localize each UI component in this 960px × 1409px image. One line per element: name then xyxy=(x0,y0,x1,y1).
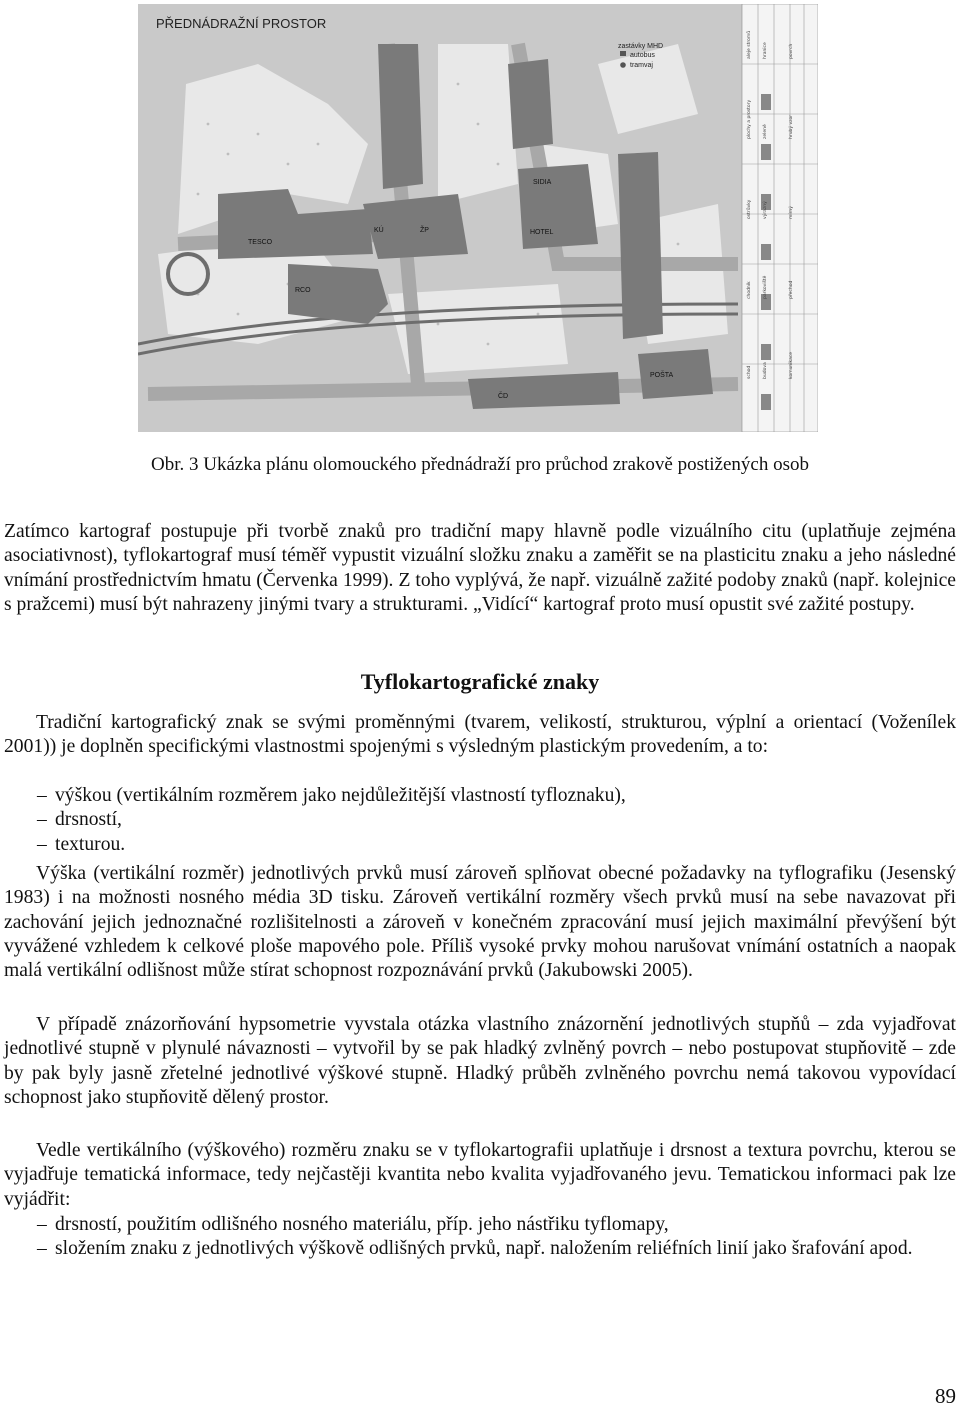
intro-paragraph: Zatímco kartograf postupuje při tvorbě znaků pro tradiční mapy hlavně podle vizuálního citu (uplatňuje zejména asociativnost), tyflokartograf musí téměř vypustit vizuální složku znaku a zaměřit se na plasticitu znaku a jeho následné vnímání prostřednictvím hmatu (Červenka 1999). Z toho vyplývá, že např. vizuálně zažité podoby znaků (např. kolejnice s pražcemi) musí být nahrazeny jinými tvary a strukturami. „Vidící“ kartograf proto musí opustit své zažité postupy. xyxy=(4,521,956,615)
list-dash: – xyxy=(37,1214,47,1235)
expression-list xyxy=(0,1213,955,1262)
legend-table-label: chodník xyxy=(747,281,752,299)
legend-table-label: zeleně xyxy=(763,124,768,139)
label-tesco: TESCO xyxy=(248,239,273,246)
paragraph-3: V případě znázorňování hypsometrie vyvstala otázka vlastního znázornění jednotlivých stupňů – zda vyjadřovat jednotlivé stupně v plynulé návaznosti – vytvořil by se pak hladký zvlněný povrch – nebo postupovat stupňovitě – zde by pak byly jasně zřetelné jednotlivé výškové stupně. Hladký průběh zvlněného povrchu nemá takovou vypovídací schopnost jako stupňovitě dělený prostor. xyxy=(4,1014,956,1108)
page-number: 89 xyxy=(935,1384,956,1408)
tram-stop-symbol xyxy=(620,62,626,68)
list-item: – drsností, použitím odlišného nosného materiálu, příp. jeho nástřiku tyflomapy, xyxy=(0,1213,955,1237)
label-posta: POŠTA xyxy=(650,372,674,379)
list-item: – drsností, xyxy=(0,808,626,832)
legend-table-label: přechod xyxy=(789,280,794,299)
map-figure xyxy=(138,4,818,432)
legend-table-label: aleje stromů xyxy=(747,30,752,59)
legend-table-label: budova xyxy=(763,362,768,379)
legend-table-label: mírný xyxy=(789,206,794,219)
list-dash: – xyxy=(37,1238,47,1260)
legend-item-tram: tramvaj xyxy=(630,62,653,69)
legend-table-label: schod xyxy=(747,365,752,379)
station-plan-map xyxy=(138,4,818,432)
paragraph-1: Tradiční kartografický znak se svými proměnnými (tvarem, velikostí, strukturou, výplní a orientací (Voženílek 2001)) je doplněn specifickými vlastnostmi spojenými s výsledným plastickým provedením, a to: xyxy=(4,712,956,758)
legend-table-label: komunikace xyxy=(789,351,794,379)
legend-table-label: parkoviště xyxy=(763,275,768,299)
list-item: – výškou (vertikálním rozměrem jako nejdůležitější vlastností tyfloznaku), xyxy=(0,784,626,808)
legend-table-label: povrch xyxy=(789,43,794,59)
paragraph-4: Vedle vertikálního (výškového) rozměru znaku se v tyflokartografii uplatňuje i drsnost a textura povrchu, kterou se vyjadřuje tematická informace, tedy nejčastěji kvantita nebo kvalita vyjadřovaného jevu. Tematickou informaci pak lze vyjádřit: xyxy=(4,1140,956,1210)
label-zp: ŽP xyxy=(420,227,429,234)
bus-stop-symbol xyxy=(620,51,626,56)
legend-table-label: výrazný xyxy=(763,201,768,219)
label-cd: ČD xyxy=(498,393,509,400)
section-heading: Tyflokartografické znaky xyxy=(360,669,600,694)
list-dash: – xyxy=(37,833,47,855)
label-sidia: SIDIA xyxy=(533,179,552,186)
map-title: PŘEDNÁDRAŽNÍ PROSTOR xyxy=(156,16,327,31)
label-ku: KÚ xyxy=(374,227,384,234)
paragraph-2: Výška (vertikální rozměr) jednotlivých prvků musí zároveň splňovat obecné požadavky na tyflografiku (Jesenský 1983) i na možnosti nosného média 3D tisku. Zároveň vertikální rozměry všech prvků musí na sebe navazovat při zachování jejich jednoznačné rozlišitelnosti a zároveň v konečném zpracování musí jejich maximální převýšení být vyvážené vzhledem k celkové ploše mapového pole. Příliš vysoké prvky mohou narušovat vnímání ostatních a naopak malá vertikální odlišnost může stírat schopnost rozpoznávání prvků (Jakubowski 2005). xyxy=(4,863,956,982)
label-rco: RCO xyxy=(295,287,311,294)
legend-table-label: hrubý vzor xyxy=(789,114,794,139)
list-dash: – xyxy=(37,809,47,831)
list-dash: – xyxy=(37,785,47,806)
figure-caption: Obr. 3 Ukázka plánu olomouckého přednádraží pro průchod zrakově postižených osob xyxy=(151,454,809,475)
legend-item-bus: autobus xyxy=(630,52,655,59)
list-item: – složením znaku z jednotlivých výškově odlišných prvků, např. naložením reliéfních linií jako šrafování apod. xyxy=(0,1237,955,1261)
legend-heading: zastávky MHD xyxy=(618,43,664,50)
property-list xyxy=(0,784,626,857)
legend-table-label: plochy a prostory xyxy=(747,99,752,139)
list-item: – texturou. xyxy=(0,833,626,857)
legend-table-label: hranice xyxy=(763,42,768,59)
legend-table-label: ostrůvky xyxy=(747,199,752,219)
label-hotel: HOTEL xyxy=(530,229,554,236)
